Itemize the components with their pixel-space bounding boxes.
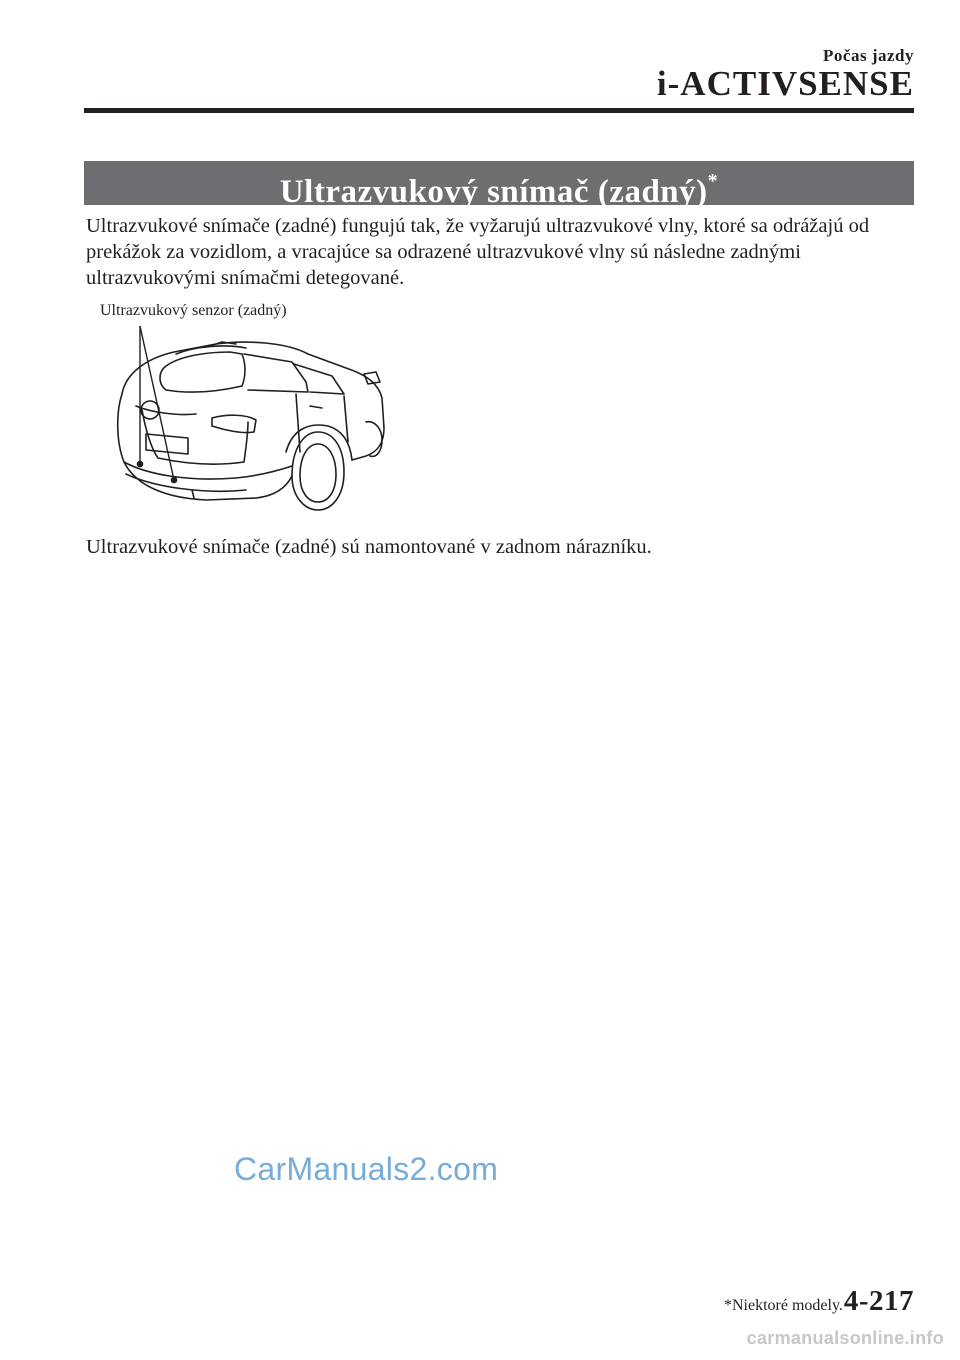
site-watermark: carmanualsonline.info	[746, 1328, 944, 1348]
section-title: i-ACTIVSENSE	[656, 64, 914, 103]
availability-marker: *	[707, 170, 719, 192]
sensor-callout-label: Ultrazvukový senzor (zadný)	[100, 302, 287, 319]
car-illustration	[96, 302, 396, 522]
chapter-title: Počas jazdy	[823, 46, 914, 65]
watermark-logo: CarManuals2.com	[234, 1151, 499, 1187]
mounting-paragraph: Ultrazvukové snímače (zadné) sú namontované v zadnom nárazníku.	[86, 536, 652, 558]
description-paragraph: Ultrazvukové snímače (zadné) fungujú tak, že vyžarujú ultrazvukové vlny, ktoré sa odrážajú od prekážok za vozidlom, a vracajúce sa odrazené ultrazvukové vlny sú následne zadnými ultrazvukovými snímačmi detegované.	[86, 215, 870, 289]
topic-title: Ultrazvukový snímač (zadný)	[279, 174, 708, 210]
page-number: 4-217	[843, 1285, 914, 1317]
header-divider	[84, 108, 914, 113]
footnote: *Niektoré modely.	[724, 1297, 843, 1314]
topic-title-bar	[84, 161, 914, 210]
car-rear-view-icon	[96, 302, 396, 522]
